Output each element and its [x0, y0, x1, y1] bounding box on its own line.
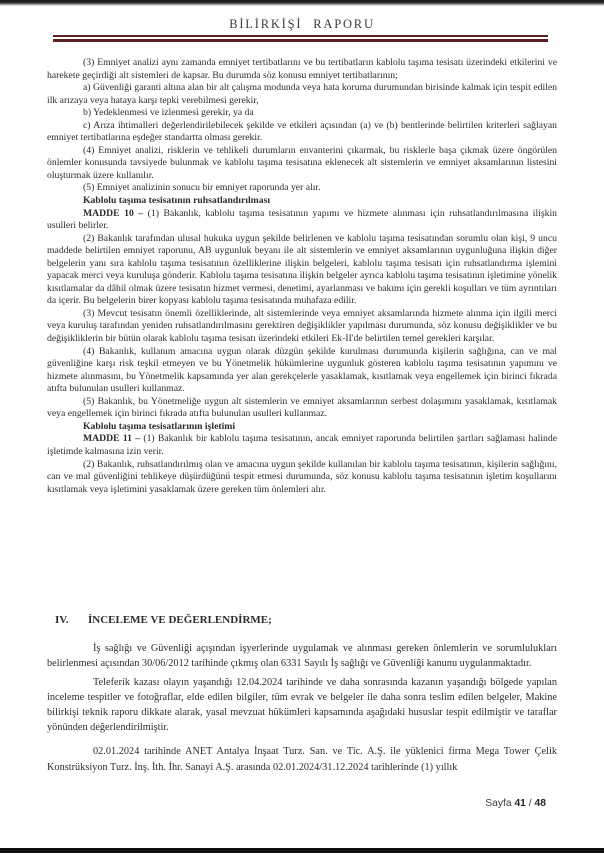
paragraph-is-sagligi: İş sağlığı ve Güvenliği açışından işyerlerinde uygulamak ve alınması gereken önlemlerin ve sorumlulukları belirlenmesi açısından 30/06/2012 tarihinde çıkmış olan 6331 Sayılı İş sağlığı ve Güvenliği kanunu uygulanmaktadır.: [47, 643, 557, 670]
paragraph-madde-11: [47, 433, 557, 458]
footer-page-label: Sayfa: [485, 798, 512, 809]
heading-isletim: Kablolu taşıma tesisatlarının işletimi: [83, 420, 236, 432]
paragraph-item-c: c) Arıza ihtimalleri değerlendirilebilecek şekilde ve etkileri açısından (a) ve (b) bentlerinde belirtilen kriterleri sağlayan emniyet tertibatlarına eşdeğer standartta olması gerekir.: [47, 119, 557, 144]
paragraph-madde-10-fikra-3: (3) Mevcut tesisatın önemli özelliklerinde, alt sistemlerinde veya emniyet aksamlarında hizmete alınma için ilgili merci veya kuruluş tarafından yeniden ruhsatlandırılmasını gerektiren değişiklikler yapılması durumunda, söz konusu değişiklikler ve bu değişikliklerin bir bütün olarak kablolu taşıma tesisatı üzerindeki etkileri Ek-II'de belirtilen temel gerekleri karşılar.: [47, 307, 557, 345]
document-header: [0, 17, 604, 42]
paragraph-madde-11-fikra-2: (2) Bakanlık, ruhsatlandırılmış olan ve amacına uygun şekilde kullanılan bir kablolu taşıma tesisatının, kişilerin sağlığını, can ve mal güvenliğini tehlikeye düşürdüğünü tespit etmesi durumunda, söz konusu kablolu taşıma tesisatının işletim koşullarını kısıtlamak veya işletimini yasaklamak üzere gereken tüm önlemleri alır.: [47, 458, 557, 495]
paragraph-emniyet-3: (3) Emniyet analizi aynı zamanda emniyet tertibatlarını ve bu tertibatların kablolu taşıma tesisatı üzerindeki etkilerini ve harekete geçirdiği alt sistemleri de kapsar. Bu durumda söz konusu emniyet tertibatlarının;: [47, 57, 557, 81]
page-footer: [485, 798, 546, 809]
footer-total-pages: 48: [534, 798, 546, 809]
section-title: İNCELEME VE DEĞERLENDİRME;: [88, 614, 272, 626]
paragraph-anet-sozlesme: 02.01.2024 tarihinde ANET Antalya İnşaat Turz. San. ve Tic. A.Ş. ile yüklenici firma Mega Tower Çelik Konstrüksiyon Turz. İnş. İth. İhr. Sanayi A.Ş. arasında 02.01.2024/31.12.2024 tarihlerinde (1) yıllık: [47, 746, 557, 773]
document-body: [47, 57, 557, 496]
header-double-rule: [53, 35, 548, 42]
heading-ruhsatlandirma: Kablolu taşıma tesisatının ruhsatlandırılması: [83, 195, 271, 207]
paragraph-madde-10-fikra-4: (4) Bakanlık, kullanım amacına uygun olarak düzgün şekilde kurulması durumunda kişilerin sağlığına, can ve mal güvenliğine karşı risk teşkil etmeyen ve bu Yönetmelik hükümlerine uygunluk gösteren kablolu taşıma tesisatının yapımını ve hizmete alınmasını, bu Yönetmelik kapsamında yer alan gerekçelerle yasaklamak, kısıtlamak veya engellemek için birinci fıkrada atıfta bulunulan usulleri kullanmaz.: [47, 345, 557, 395]
footer-separator: /: [528, 798, 532, 809]
paragraph-emniyet-4: (4) Emniyet analizi, risklerin ve tehlikeli durumların envanterini çıkarmak, bu risklerle başa çıkmak üzere öngörülen önlemler konusunda tavsiyede bulunmak ve kablolu taşıma tesisatına eklenecek alt sistemlerin ve emniyet aksamlarının listesini oluşturmak üzere kullanılır.: [47, 144, 557, 181]
paragraph-madde-10-fikra-5: (5) Bakanlık, bu Yönetmeliğe uygun alt sistemlerin ve emniyet aksamlarının serbest dolaşımını yasaklamak, kısıtlamak veya engellemek için birinci fıkrada atıfta bulunulan usulleri kullanmaz.: [47, 395, 557, 420]
madde-10-text: (1) Bakanlık, kablolu taşıma tesisatının yapımı ve hizmete alınması için ruhsatlandırılmasına ilişkin usulleri belirler.: [47, 207, 558, 232]
paragraph-teleferik-kazasi: Teleferik kazası olayın yaşandığı 12.04.2024 tarihinde ve daha sonrasında kazanın yaşandığı bölgede yapılan inceleme tespitler ve fotoğraflar, elde edilen bilgiler, tüm evrak ve belgeler ile daha sonra teslim edilen belgeler, Makine bilirkişi teknik raporu dikkate alarak, yasal mevzuat hükümleri kapsamında aşağıdaki hususlar tespit edilmiştir ve taraflar yönünden değerlendirilmiştir.: [47, 676, 557, 734]
madde-11-text: (1) Bakanlık bir kablolu taşıma tesisatının, ancak emniyet raporunda belirtilen şartları sağlaması halinde işletimde kalmasına izin verir.: [47, 433, 558, 457]
paragraph-emniyet-5: (5) Emniyet analizinin sonucu bir emniyet raporunda yer alır.: [83, 182, 321, 194]
paragraph-madde-10-fikra-2: (2) Bakanlık tarafından ulusal hukuka uygun şekilde belirlenen ve kablolu taşıma tesisatından sorumlu olan kişi, 9 uncu maddede belirtilen emniyet raporunu, AB uygunluk beyanı ile alt sistemlerin ve emniyet aksamlarının uygunluğuna ilişkin diğer belgelerin yanı sıra kablolu taşıma tesisatının özelliklerine ilişkin belgeleri, kablolu taşıma tesisatı için ruhsatlandırma işlemini yapacak merci veya kuruluşa gönderir. Kablolu taşıma tesisatına ilişkin belgeler ayrıca kablolu taşıma tesisatının işletimine yönelik kısıtlamalar da dâhil olmak üzere tesisatın hizmet vermesi, denetimi, ayarlanması ve bakımı için gerekli koşulları ve tüm ayrıntıları da içerir. Bu belgelerin birer kopyası kablolu taşıma tesisatında muhafaza edilir.: [47, 232, 557, 307]
section-heading: [55, 613, 557, 628]
footer-current-page: 41: [514, 798, 526, 809]
header-rule-thick-line: [53, 39, 548, 43]
page-bottom-edge: [0, 848, 604, 853]
paragraph-madde-10: [47, 208, 557, 233]
page-top-edge: [0, 0, 604, 6]
paragraph-item-a: a) Güvenliği garanti altına alan bir alt çalışma modunda veya hata koruma durumundan birisinde kalmak için tespit edilen ilk arızaya veya hataya karşı tepki verebilmesi gerekir,: [47, 82, 557, 106]
document-title: BİLİRKİŞİ RAPORU: [229, 17, 375, 31]
section-inceleme: [47, 613, 557, 775]
madde-11-label: MADDE 11 –: [83, 433, 141, 445]
section-number: IV.: [55, 614, 69, 626]
paragraph-item-b: b) Yedeklenmesi ve izlenmesi gerekir, ya da: [83, 107, 254, 119]
madde-10-label: MADDE 10 –: [83, 207, 144, 219]
